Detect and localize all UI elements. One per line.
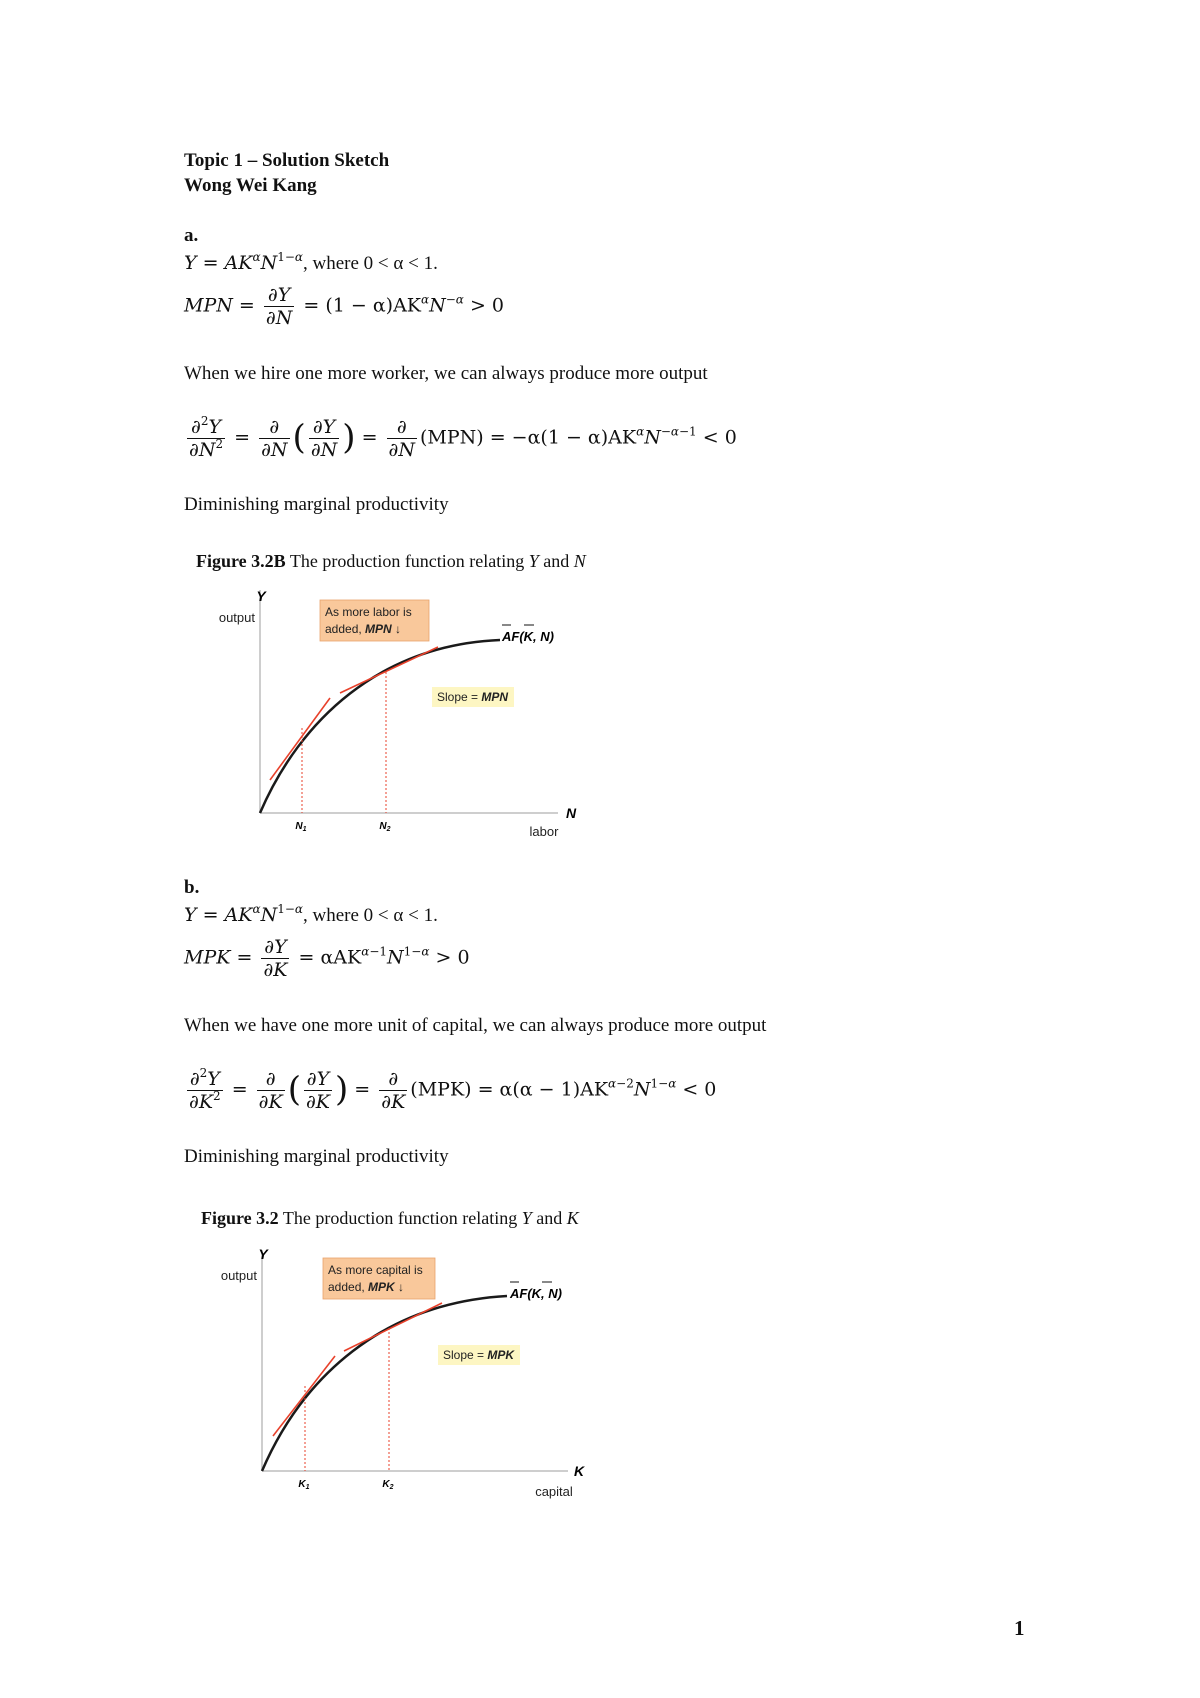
mpn-label: MPN xyxy=(184,294,233,317)
figure-b-tangent-1 xyxy=(273,1356,335,1436)
part-b-second-derivative: $\frac{\partial^2Y}{\partial K^2}$ = $\frac{\partial}{\partial K}$ ( $\frac{\partial Y}{\partial K}$ ) = $\frac{\partial}{\partial K}$ $(MPK) = \alpha(\alpha - 1)AK^{\alpha-2}N^{1-\alpha} < 0$ xyxy=(189,1066,717,1113)
part-b-conclusion: Diminishing marginal productivity xyxy=(184,1146,449,1167)
figure-a-callout-line1: As more labor is xyxy=(325,605,412,619)
part-b-explanation: When we have one more unit of capital, we can always produce more output xyxy=(184,1015,767,1036)
document-title: Topic 1 – Solution Sketch xyxy=(184,150,390,171)
part-a-second-derivative: $\frac{\partial^2Y}{\partial N^2}$ = $\frac{\partial}{\partial N}$ ( $\frac{\partial Y}{\partial N}$ ) = $\frac{\partial}{\partial N}$ $(MPN) = -\alpha(1 - \alpha)AK^\alpha N^{-\alpha-1} < 0$ xyxy=(189,414,737,461)
part-a-label: a. xyxy=(184,225,199,246)
figure-b-caption-number: Figure 3.2 xyxy=(201,1208,279,1228)
figure-a-tangent-1 xyxy=(270,698,330,780)
figure-b-callout-line2: added, MPK ↓ xyxy=(328,1280,405,1294)
figure-a-curve-label: AF(K, N) xyxy=(502,629,554,644)
mpn-tail: > 0 xyxy=(463,294,504,317)
figure-a-tangent-2 xyxy=(340,647,438,693)
part-a-conclusion: Diminishing marginal productivity xyxy=(184,494,449,515)
figure-a-callout-line2: added, MPN ↓ xyxy=(325,622,402,636)
figure-b-caption-text: The production function relating xyxy=(278,1208,522,1228)
figure-a-caption-number: Figure 3.2B xyxy=(196,551,286,571)
part-b-where: , where 0 < α < 1. xyxy=(303,905,438,926)
mpn-result: = (1 − α)AK xyxy=(297,294,421,317)
part-b-label: b. xyxy=(184,877,200,898)
figure-a-caption-text: The production function relating xyxy=(285,551,529,571)
figure-b-y-symbol: Y xyxy=(258,1246,268,1262)
mpk-tail: > 0 xyxy=(429,946,470,969)
part-a-explanation: When we hire one more worker, we can always produce more output xyxy=(184,363,708,384)
figure-a-y-symbol: Y xyxy=(256,588,266,604)
figure-b-chart xyxy=(202,1238,602,1500)
figure-b-tick-2: $K_2$ xyxy=(382,1479,394,1491)
figure-a-caption-var1: Y xyxy=(528,551,539,571)
figure-a-production-curve xyxy=(260,640,500,813)
figure-a-caption-and: and xyxy=(538,551,574,571)
part-a-where: , where 0 < α < 1. xyxy=(303,253,438,274)
mpk-label: MPK xyxy=(184,946,231,969)
figure-b-caption xyxy=(201,1208,579,1229)
mpk-result: = αAK xyxy=(292,946,362,969)
figure-b-callout-line1: As more capital is xyxy=(328,1263,423,1277)
part-b-second-rhs: (MPK) = α(α − 1)AK xyxy=(410,1078,609,1101)
part-b-production-function: $Y = AK^\alpha N^{1-\alpha}$, where 0 < α < 1. xyxy=(184,902,438,926)
figure-a-caption xyxy=(196,551,586,572)
document-author: Wong Wei Kang xyxy=(184,175,317,196)
figure-a-tick-1: $N_1$ xyxy=(295,821,307,833)
page-number: 1 xyxy=(1014,1616,1025,1640)
figure-a-y-label: output xyxy=(218,610,255,625)
part-a-second-rhs: (MPN) = −α(1 − α)AK xyxy=(419,426,637,449)
figure-b-x-label: capital xyxy=(535,1484,573,1499)
figure-b-curve-label: AF(K, N) xyxy=(510,1286,562,1301)
figure-a-x-symbol: N xyxy=(565,805,577,821)
figure-b-y-label: output xyxy=(220,1268,257,1283)
figure-a-caption-var2: N xyxy=(573,551,586,571)
figure-a-x-label: labor xyxy=(529,824,559,839)
figure-a-tick-2: $N_2$ xyxy=(379,821,391,833)
figure-b-tick-1: $K_1$ xyxy=(298,1479,310,1491)
figure-a-slope-label: Slope = MPN xyxy=(437,690,509,704)
part-a-production-function: $Y = AK^\alpha N^{1-\alpha}$, where 0 < α < 1. xyxy=(184,250,438,274)
part-a-mpn-equation: MPN = $\frac{\partial Y}{\partial N}$ = $(1 - \alpha)AK^\alpha N^{-\alpha} > 0$ xyxy=(184,284,504,329)
part-b-mpk-equation: MPK = $\frac{\partial Y}{\partial K}$ = $\alpha AK^{\alpha-1}N^{1-\alpha} > 0$ xyxy=(184,936,470,981)
figure-b-slope-label: Slope = MPK xyxy=(443,1348,515,1362)
figure-b-tangent-2 xyxy=(344,1303,442,1351)
figure-b-caption-and: and xyxy=(531,1208,567,1228)
figure-b-caption-var1: Y xyxy=(521,1208,532,1228)
figure-b-x-symbol: K xyxy=(573,1463,585,1479)
figure-a-chart xyxy=(200,580,600,840)
part-b-second-tail: < 0 xyxy=(676,1078,717,1101)
figure-b-caption-var2: K xyxy=(566,1208,579,1228)
figure-b-production-curve xyxy=(262,1296,507,1471)
part-a-second-tail: < 0 xyxy=(696,426,737,449)
